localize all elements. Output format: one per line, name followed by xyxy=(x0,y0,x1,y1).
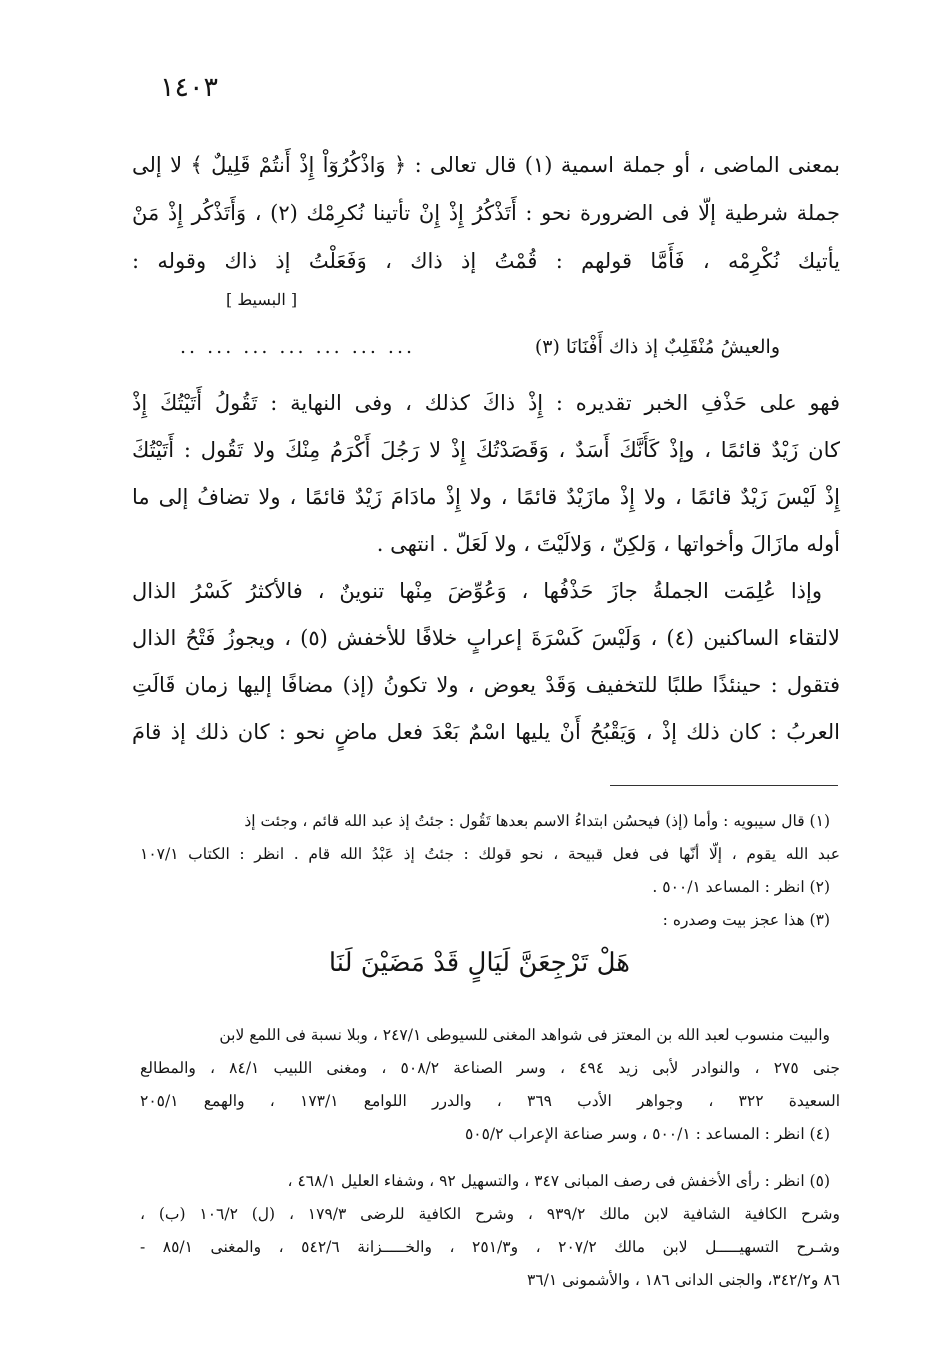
verse-text: والعيشُ مُنْقَلِبٌ إذ ذاك أَفْنَانَا (٣) xyxy=(534,336,780,358)
footnote-line: ٨٦ و٣٤٢/٢، والجنى الدانى ١٨٦ ، والأشمونى ٣٦/١ xyxy=(526,1271,840,1289)
page-number: ١٤٠٣ xyxy=(160,72,219,103)
footnote-separator xyxy=(610,785,838,786)
body-line: أوله مازَالَ وأخواتها ، وَلكِنّ ، وَلالَيْتَ ، ولا لَعَلّ . انتهى . xyxy=(376,532,840,556)
body-line: العربُ : كان ذلك إذْ ، وَيَقْبُحُ أَنْ يليها اسْمٌ بَعْدَ فعل ماضٍ نحو : كان ذلك إذ قامَ xyxy=(132,720,840,744)
body-line: جملة شرطية إلّا فى الضرورة نحو : أَتَذْكُرُ إِذْ إِنْ تأتينا نُكرِمْك (٢) ، وَأَتَذْكُر إِذْ مَنْ xyxy=(132,201,840,225)
footnote-line: عبد الله يقوم ، إلّا أنّها فى فعل قبيحة ، نحو قولك : جئتُ إذ عَبْدُ الله قام . انظر : الكتاب ١٠٧/١ xyxy=(140,845,840,863)
footnote-line: السعيدة ٣٢٢ ، وجواهر الأدب ٣٦٩ ، والدرر اللوامع ١٧٣/١ ، والهمع ٢٠٥/١ xyxy=(140,1092,840,1110)
body-line: لالتقاء الساكنين (٤) ، وَلَيْسَ كَسْرَةَ إعرابٍ خلافًا للأخفش (٥) ، ويجوزُ فَتْحُ الذال xyxy=(132,626,840,650)
footnote-line: (٢) انظر : المساعد ٥٠٠/١ . xyxy=(652,878,830,896)
footnote-line: والبيت منسوب لعبد الله بن المعتز فى شواهد المغنى للسيوطى ٢٤٧/١ ، وبلا نسبة فى اللمع لابن xyxy=(219,1026,830,1044)
footnote-line: (٤) انظر : المساعد : ٥٠٠/١ ، وسر صناعة الإعراب ٥٠٥/٢ xyxy=(464,1125,830,1143)
footnote-line: (٥) انظر : رأى الأخفش فى رصف المبانى ٣٤٧ ، والتسهيل ٩٢ ، وشفاء العليل ٤٦٨/١ ، xyxy=(287,1172,830,1190)
footnote-line: (١) قال سيبويه : وأما (إذ) فيحسُن ابتداءُ الاسم بعدها تَقُول : جئتُ إذ عبد الله قائم ، وجئت إذ xyxy=(244,812,830,830)
footnote-verse: هَلْ تَرْجِعَنَّ لَيَالٍ قَدْ مَضَيْنَ لَنَا xyxy=(328,948,630,978)
body-line: فهو على حَذْفِ الخبر تقديره : إِذْ ذاكَ كذلك ، وفى النهاية : تَقُولُ أَتَيْتُكَ إِذْ xyxy=(132,391,840,415)
footnote-line: وشـرح التسهيـــــل لابن مالك ٢٠٧/٢ ، و٢٥١/٣ ، والخـــــزانة ٥٤٢/٦ ، والمغنى ٨٥/١ - xyxy=(140,1238,840,1256)
footnote-line: (٣) هذا عجز بيت وصدره : xyxy=(662,911,830,929)
body-line: إِذْ لَيْسَ زَيْدٌ قائمًا ، ولا إِذْ مازَيْدٌ قائمًا ، ولا إِذْ مادَامَ زَيْدٌ قائمًا ، ولا تضافُ إلى ما xyxy=(132,485,840,509)
body-line: فتقول : حينئذًا طلبًا للتخفيف وَقَدْ يعوض ، ولا تكونُ (إذ) مضافًا إليها زمان قَالَتِ xyxy=(132,673,840,697)
body-line: كان زَيْدٌ قائمًا ، وإذْ كَأَنَّكَ أَسَدٌ ، وَقَصَدْتُكَ إِذْ لا رَجُلَ أَكْرَمُ مِنْكَ ولا تَقُول : أَتَيْتُكَ xyxy=(132,438,840,462)
body-line: وإذا عُلِمَت الجملةُ جازَ حَذْفُها ، وَعُوِّضَ مِنْها تنوينٌ ، فالأكثرُ كَسْرُ الذال xyxy=(132,579,822,603)
body-line: بمعنى الماضى ، أو جملة اسمية (١) قال تعالى : ﴿ وَاذْكُرُوٓاْ إِذْ أَنتُمْ قَلِيلٌ ﴾ لا إلى xyxy=(132,153,840,177)
verse-ellipsis: ... ... ... ... ... ... .. xyxy=(180,336,416,358)
meter-label: [ البسيط ] xyxy=(226,290,298,309)
body-line: يأتيك نُكْرِمْه ، فَأَمَّا قولهم : قُمْتُ إذ ذاك ، وَفَعَلْتُ إذ ذاك وقوله : xyxy=(132,249,840,273)
footnote-line: جنى ٢٧٥ ، والنوادر لأبى زيد ٤٩٤ ، وسر الصناعة ٥٠٨/٢ ، ومغنى اللبيب ٨٤/١ ، والمطالع xyxy=(140,1059,841,1077)
footnote-line: وشرح الكافية الشافية لابن مالك ٩٣٩/٢ ، وشرح الكافية للرضى ١٧٩/٣ ، (ل) ١٠٦/٢ (ب) ، xyxy=(140,1205,840,1223)
